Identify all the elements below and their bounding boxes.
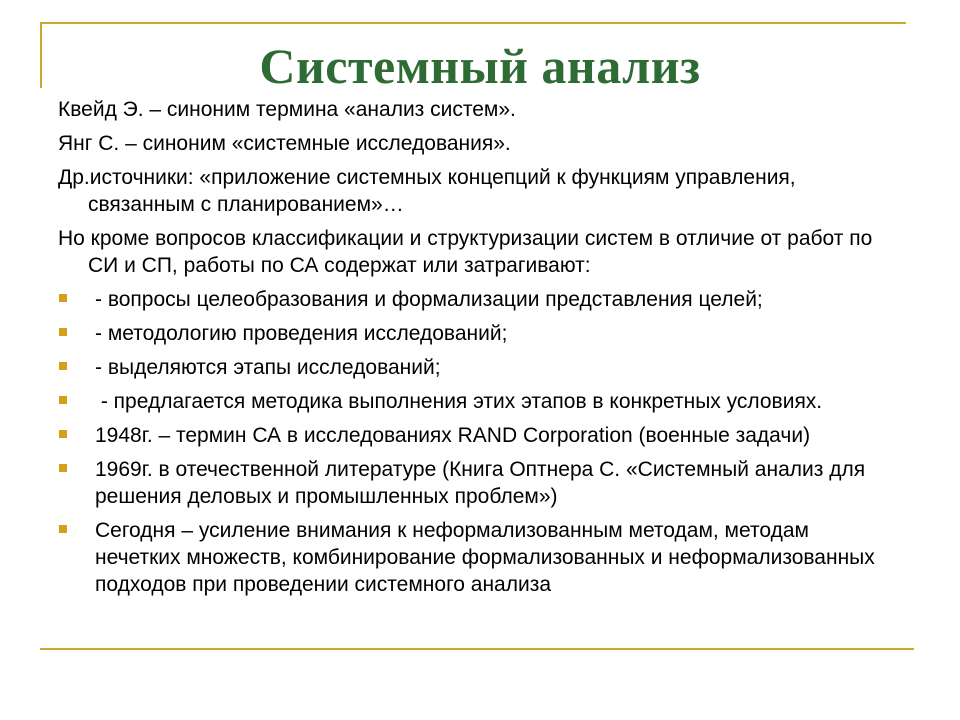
paragraph-quade	[58, 96, 878, 123]
square-bullet-icon	[59, 430, 67, 438]
square-bullet-icon	[59, 464, 67, 472]
paragraph-besides	[58, 225, 878, 279]
bullet-text: 1969г. в отечественной литературе (Книга Оптнера С. «Системный анализ для решения деловых и промышленных проблем»)	[95, 458, 866, 508]
bullet-item	[58, 354, 878, 381]
bullet-text: - выделяются этапы исследований;	[95, 356, 441, 379]
frame-top-line	[40, 22, 906, 24]
paragraph-text: Янг С. – синоним «системные исследования».	[58, 132, 511, 155]
square-bullet-icon	[59, 328, 67, 336]
bullet-text: - предлагается методика выполнения этих этапов в конкретных условиях.	[95, 390, 823, 413]
bullet-item	[58, 456, 878, 510]
square-bullet-icon	[59, 525, 67, 533]
paragraph-text: Но кроме вопросов классификации и структуризации систем в отличие от работ по СИ и СП, работы по СА содержат или затрагивают:	[58, 227, 873, 277]
bullet-text: 1948г. – термин СА в исследованиях RAND Corporation (военные задачи)	[95, 424, 811, 447]
bullet-item	[58, 320, 878, 347]
bullet-item	[58, 422, 878, 449]
bullet-text: - методологию проведения исследований;	[95, 322, 508, 345]
paragraph-text: Квейд Э. – синоним термина «анализ систем».	[58, 98, 516, 121]
square-bullet-icon	[59, 362, 67, 370]
paragraph-text: Др.источники: «приложение системных концепций к функциям управления, связанным с планированием»…	[58, 166, 796, 216]
paragraph-other-sources	[58, 164, 878, 218]
frame-bottom-line	[40, 648, 914, 650]
bullet-item	[58, 286, 878, 313]
bullet-item	[58, 388, 878, 415]
bullet-text: - вопросы целеобразования и формализации представления целей;	[95, 288, 763, 311]
square-bullet-icon	[59, 294, 67, 302]
slide-title: Системный анализ	[259, 38, 701, 94]
bullet-text: Сегодня – усиление внимания к неформализованным методам, методам нечетких множеств, комбинирование формализованных и неформализованных подходов при проведении системного анализа	[95, 519, 875, 596]
square-bullet-icon	[59, 396, 67, 404]
paragraph-young	[58, 130, 878, 157]
slide-content	[58, 96, 878, 605]
bullet-item	[58, 517, 878, 598]
